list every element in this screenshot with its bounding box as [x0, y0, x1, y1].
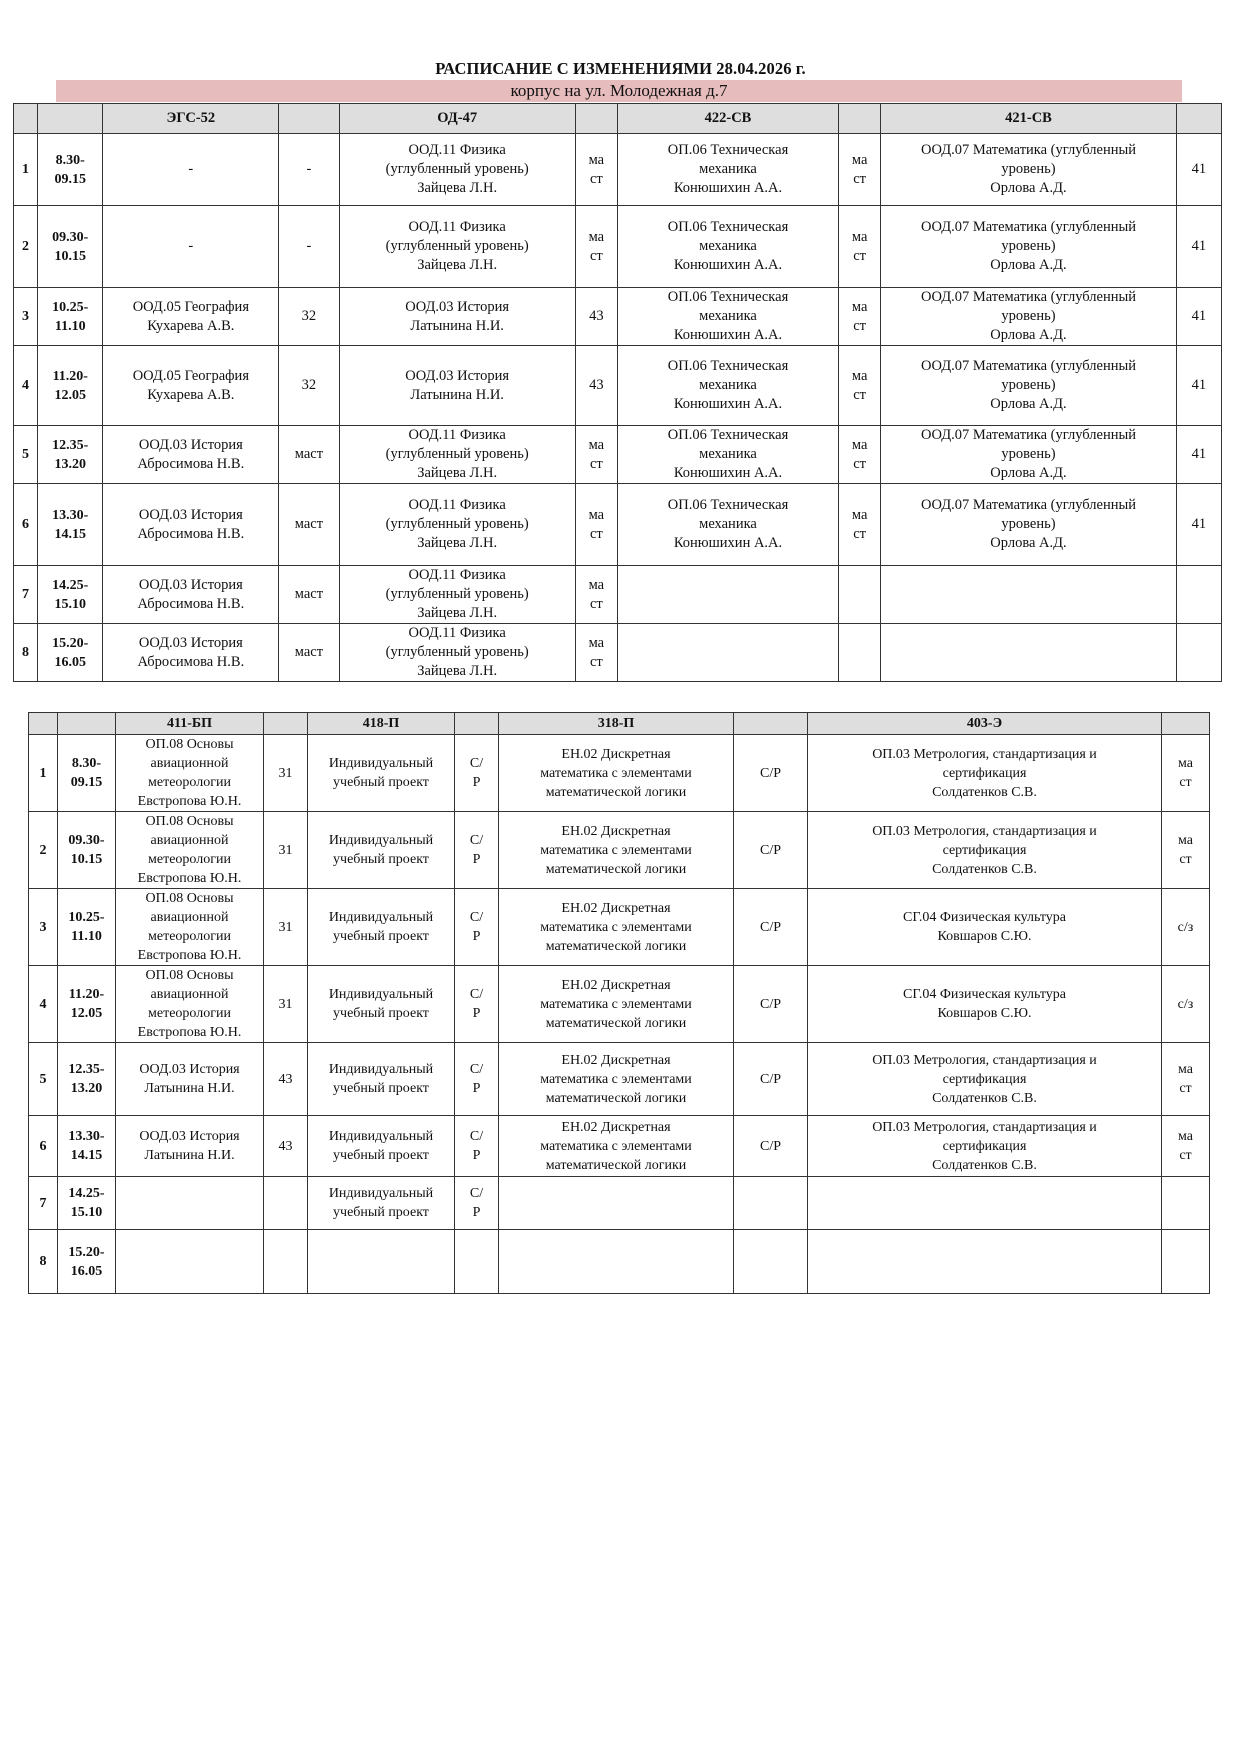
lesson-time: 12.35- 13.20: [38, 426, 103, 484]
subject-cell: [881, 566, 1176, 624]
subject-cell: ООД.11 Физика (углубленный уровень) Зайцева Л.Н.: [339, 134, 575, 206]
lesson-number: 4: [14, 346, 38, 426]
lesson-number: 8: [14, 624, 38, 682]
room-cell: 41: [1176, 346, 1221, 426]
room-cell: 31: [264, 812, 308, 889]
subject-cell: ЕН.02 Дискретная математика с элементами математической логики: [499, 966, 734, 1043]
subject-cell: ОП.06 Техническая механика Конюшихин А.А.: [617, 484, 838, 566]
group-header: 318-П: [499, 713, 734, 735]
header-row: [29, 713, 1210, 735]
room-cell: [839, 566, 881, 624]
subject-cell: ООД.11 Физика (углубленный уровень) Зайцева Л.Н.: [339, 484, 575, 566]
subject-cell: ОП.03 Метрология, стандартизация и сертификация Солдатенков С.В.: [808, 1043, 1162, 1116]
room-cell: 32: [279, 346, 339, 426]
lesson-number: 4: [29, 966, 58, 1043]
subject-cell: [617, 566, 838, 624]
subject-cell: ОП.06 Техническая механика Конюшихин А.А.: [617, 288, 838, 346]
header-room-cell: [455, 713, 499, 735]
room-cell: -: [279, 206, 339, 288]
header-num-cell: [29, 713, 58, 735]
room-cell: 31: [264, 889, 308, 966]
subject-cell: ОП.06 Техническая механика Конюшихин А.А.: [617, 346, 838, 426]
group-header: 403-Э: [808, 713, 1162, 735]
subject-cell: [499, 1230, 734, 1294]
room-cell: 41: [1176, 134, 1221, 206]
subject-cell: ОП.03 Метрология, стандартизация и сертификация Солдатенков С.В.: [808, 812, 1162, 889]
room-cell: ма ст: [1162, 735, 1210, 812]
group-header: ОД-47: [339, 104, 575, 134]
room-cell: С/ Р: [455, 1043, 499, 1116]
subject-cell: ООД.07 Математика (углубленный уровень) Орлова А.Д.: [881, 346, 1176, 426]
room-cell: [264, 1230, 308, 1294]
room-cell: С/Р: [734, 812, 808, 889]
subject-cell: ЕН.02 Дискретная математика с элементами математической логики: [499, 1043, 734, 1116]
subject-cell: ОП.03 Метрология, стандартизация и сертификация Солдатенков С.В.: [808, 735, 1162, 812]
subject-cell: -: [103, 134, 279, 206]
lesson-number: 1: [29, 735, 58, 812]
subject-cell: ООД.03 История Абросимова Н.В.: [103, 624, 279, 682]
page-title: РАСПИСАНИЕ С ИЗМЕНЕНИЯМИ 28.04.2026 г.: [435, 59, 806, 78]
room-cell: ма ст: [575, 484, 617, 566]
lesson-number: 6: [29, 1116, 58, 1177]
room-cell: С/Р: [734, 735, 808, 812]
lesson-time: 13.30- 14.15: [38, 484, 103, 566]
schedule-table-1: [13, 103, 1222, 682]
subject-cell: ООД.11 Физика (углубленный уровень) Зайцева Л.Н.: [339, 566, 575, 624]
room-cell: ма ст: [575, 134, 617, 206]
subject-cell: ООД.05 География Кухарева А.В.: [103, 288, 279, 346]
room-cell: [1162, 1230, 1210, 1294]
subject-cell: Индивидуальный учебный проект: [308, 1043, 455, 1116]
subject-cell: Индивидуальный учебный проект: [308, 966, 455, 1043]
lesson-number: 2: [14, 206, 38, 288]
subject-cell: ООД.05 География Кухарева А.В.: [103, 346, 279, 426]
room-cell: ма ст: [575, 566, 617, 624]
header-num-cell: [14, 104, 38, 134]
lesson-row: [29, 1116, 1210, 1177]
lesson-time: 8.30- 09.15: [58, 735, 116, 812]
subject-cell: [308, 1230, 455, 1294]
subject-cell: ООД.03 История Абросимова Н.В.: [103, 484, 279, 566]
room-cell: С/Р: [734, 966, 808, 1043]
subject-cell: ООД.07 Математика (углубленный уровень) Орлова А.Д.: [881, 134, 1176, 206]
subject-cell: ООД.03 История Абросимова Н.В.: [103, 426, 279, 484]
header-room-cell: [734, 713, 808, 735]
room-cell: [455, 1230, 499, 1294]
group-header: 411-БП: [116, 713, 264, 735]
lesson-row: [14, 624, 1222, 682]
subject-cell: ООД.03 История Латынина Н.И.: [116, 1043, 264, 1116]
lesson-row: [29, 889, 1210, 966]
lesson-time: 14.25- 15.10: [38, 566, 103, 624]
subject-cell: ООД.07 Математика (углубленный уровень) Орлова А.Д.: [881, 426, 1176, 484]
subject-cell: [808, 1177, 1162, 1230]
room-cell: С/ Р: [455, 966, 499, 1043]
lesson-number: 3: [29, 889, 58, 966]
subject-cell: ОП.06 Техническая механика Конюшихин А.А.: [617, 206, 838, 288]
lesson-row: [14, 566, 1222, 624]
lesson-row: [29, 1043, 1210, 1116]
room-cell: 31: [264, 966, 308, 1043]
room-cell: ма ст: [839, 206, 881, 288]
lesson-row: [14, 484, 1222, 566]
room-cell: ма ст: [575, 624, 617, 682]
room-cell: [734, 1177, 808, 1230]
room-cell: 41: [1176, 206, 1221, 288]
group-header: 422-СВ: [617, 104, 838, 134]
room-cell: 43: [264, 1116, 308, 1177]
room-cell: С/ Р: [455, 1116, 499, 1177]
room-cell: 41: [1176, 426, 1221, 484]
lesson-time: 11.20- 12.05: [58, 966, 116, 1043]
room-cell: 32: [279, 288, 339, 346]
subject-cell: [617, 624, 838, 682]
subject-cell: ОП.08 Основы авиационной метеорологии Евстропова Ю.Н.: [116, 889, 264, 966]
subject-cell: СГ.04 Физическая культура Ковшаров С.Ю.: [808, 966, 1162, 1043]
group-header: 418-П: [308, 713, 455, 735]
subject-cell: ОП.08 Основы авиационной метеорологии Евстропова Ю.Н.: [116, 812, 264, 889]
header-room-cell: [1176, 104, 1221, 134]
room-cell: ма ст: [575, 206, 617, 288]
subject-cell: ЕН.02 Дискретная математика с элементами математической логики: [499, 889, 734, 966]
room-cell: [1162, 1177, 1210, 1230]
room-cell: ма ст: [839, 288, 881, 346]
group-header: ЭГС-52: [103, 104, 279, 134]
schedule-table-2: [28, 712, 1210, 1294]
subject-cell: ЕН.02 Дискретная математика с элементами математической логики: [499, 812, 734, 889]
room-cell: [264, 1177, 308, 1230]
lesson-time: 14.25- 15.10: [58, 1177, 116, 1230]
room-cell: С/ Р: [455, 889, 499, 966]
header-room-cell: [1162, 713, 1210, 735]
room-cell: ма ст: [839, 426, 881, 484]
lesson-time: 13.30- 14.15: [58, 1116, 116, 1177]
header-time-cell: [58, 713, 116, 735]
lesson-row: [14, 288, 1222, 346]
lesson-time: 15.20- 16.05: [38, 624, 103, 682]
subject-cell: ЕН.02 Дискретная математика с элементами математической логики: [499, 1116, 734, 1177]
room-cell: С/Р: [734, 889, 808, 966]
lesson-row: [14, 346, 1222, 426]
lesson-row: [14, 426, 1222, 484]
lesson-row: [14, 206, 1222, 288]
lesson-time: 11.20- 12.05: [38, 346, 103, 426]
subject-cell: ООД.03 История Латынина Н.И.: [116, 1116, 264, 1177]
subject-cell: -: [103, 206, 279, 288]
room-cell: С/ Р: [455, 1177, 499, 1230]
subject-cell: [116, 1230, 264, 1294]
room-cell: ма ст: [1162, 812, 1210, 889]
subject-cell: Индивидуальный учебный проект: [308, 1177, 455, 1230]
subject-cell: СГ.04 Физическая культура Ковшаров С.Ю.: [808, 889, 1162, 966]
lesson-time: 8.30- 09.15: [38, 134, 103, 206]
room-cell: маст: [279, 566, 339, 624]
room-cell: ма ст: [1162, 1116, 1210, 1177]
lesson-number: 5: [14, 426, 38, 484]
lesson-number: 7: [29, 1177, 58, 1230]
room-cell: ма ст: [839, 346, 881, 426]
lesson-number: 1: [14, 134, 38, 206]
lesson-number: 8: [29, 1230, 58, 1294]
room-cell: С/Р: [734, 1043, 808, 1116]
header-room-cell: [279, 104, 339, 134]
lesson-number: 3: [14, 288, 38, 346]
lesson-time: 09.30- 10.15: [38, 206, 103, 288]
lesson-time: 09.30- 10.15: [58, 812, 116, 889]
subject-cell: ООД.11 Физика (углубленный уровень) Зайцева Л.Н.: [339, 206, 575, 288]
lesson-number: 7: [14, 566, 38, 624]
subject-cell: Индивидуальный учебный проект: [308, 889, 455, 966]
subject-cell: ООД.07 Математика (углубленный уровень) Орлова А.Д.: [881, 206, 1176, 288]
header-room-cell: [839, 104, 881, 134]
subject-cell: ОП.03 Метрология, стандартизация и сертификация Солдатенков С.В.: [808, 1116, 1162, 1177]
room-cell: [839, 624, 881, 682]
lesson-time: 10.25- 11.10: [38, 288, 103, 346]
building-subtitle: корпус на ул. Молодежная д.7: [56, 80, 1182, 102]
subject-cell: ОП.08 Основы авиационной метеорологии Евстропова Ю.Н.: [116, 966, 264, 1043]
subject-cell: [116, 1177, 264, 1230]
room-cell: маст: [279, 484, 339, 566]
lesson-number: 2: [29, 812, 58, 889]
subject-cell: [499, 1177, 734, 1230]
subject-cell: ОП.06 Техническая механика Конюшихин А.А.: [617, 426, 838, 484]
room-cell: ма ст: [839, 484, 881, 566]
lesson-row: [29, 1177, 1210, 1230]
room-cell: ма ст: [839, 134, 881, 206]
room-cell: С/ Р: [455, 812, 499, 889]
room-cell: 41: [1176, 288, 1221, 346]
room-cell: -: [279, 134, 339, 206]
subject-cell: ОП.08 Основы авиационной метеорологии Евстропова Ю.Н.: [116, 735, 264, 812]
room-cell: 43: [575, 346, 617, 426]
subject-cell: ООД.11 Физика (углубленный уровень) Зайцева Л.Н.: [339, 426, 575, 484]
lesson-number: 6: [14, 484, 38, 566]
room-cell: [1176, 624, 1221, 682]
lesson-row: [14, 134, 1222, 206]
subject-cell: ООД.03 История Латынина Н.И.: [339, 346, 575, 426]
subject-cell: [808, 1230, 1162, 1294]
room-cell: с/з: [1162, 966, 1210, 1043]
lesson-time: 15.20- 16.05: [58, 1230, 116, 1294]
header-room-cell: [264, 713, 308, 735]
lesson-time: 12.35- 13.20: [58, 1043, 116, 1116]
subject-cell: ООД.07 Математика (углубленный уровень) Орлова А.Д.: [881, 484, 1176, 566]
room-cell: 41: [1176, 484, 1221, 566]
room-cell: ма ст: [575, 426, 617, 484]
group-header: 421-СВ: [881, 104, 1176, 134]
subject-cell: Индивидуальный учебный проект: [308, 735, 455, 812]
room-cell: 43: [575, 288, 617, 346]
room-cell: ма ст: [1162, 1043, 1210, 1116]
lesson-time: 10.25- 11.10: [58, 889, 116, 966]
lesson-row: [29, 735, 1210, 812]
subject-cell: ООД.11 Физика (углубленный уровень) Зайцева Л.Н.: [339, 624, 575, 682]
room-cell: [1176, 566, 1221, 624]
room-cell: С/ Р: [455, 735, 499, 812]
room-cell: 31: [264, 735, 308, 812]
room-cell: С/Р: [734, 1116, 808, 1177]
subject-cell: ОП.06 Техническая механика Конюшихин А.А.: [617, 134, 838, 206]
lesson-row: [29, 1230, 1210, 1294]
subject-cell: ООД.03 История Латынина Н.И.: [339, 288, 575, 346]
subject-cell: ЕН.02 Дискретная математика с элементами математической логики: [499, 735, 734, 812]
subject-cell: Индивидуальный учебный проект: [308, 1116, 455, 1177]
header-room-cell: [575, 104, 617, 134]
room-cell: маст: [279, 624, 339, 682]
room-cell: [734, 1230, 808, 1294]
lesson-row: [29, 966, 1210, 1043]
subject-cell: [881, 624, 1176, 682]
room-cell: маст: [279, 426, 339, 484]
subject-cell: ООД.07 Математика (углубленный уровень) Орлова А.Д.: [881, 288, 1176, 346]
header-time-cell: [38, 104, 103, 134]
subject-cell: ООД.03 История Абросимова Н.В.: [103, 566, 279, 624]
lesson-number: 5: [29, 1043, 58, 1116]
room-cell: 43: [264, 1043, 308, 1116]
lesson-row: [29, 812, 1210, 889]
subject-cell: Индивидуальный учебный проект: [308, 812, 455, 889]
header-row: [14, 104, 1222, 134]
room-cell: с/з: [1162, 889, 1210, 966]
